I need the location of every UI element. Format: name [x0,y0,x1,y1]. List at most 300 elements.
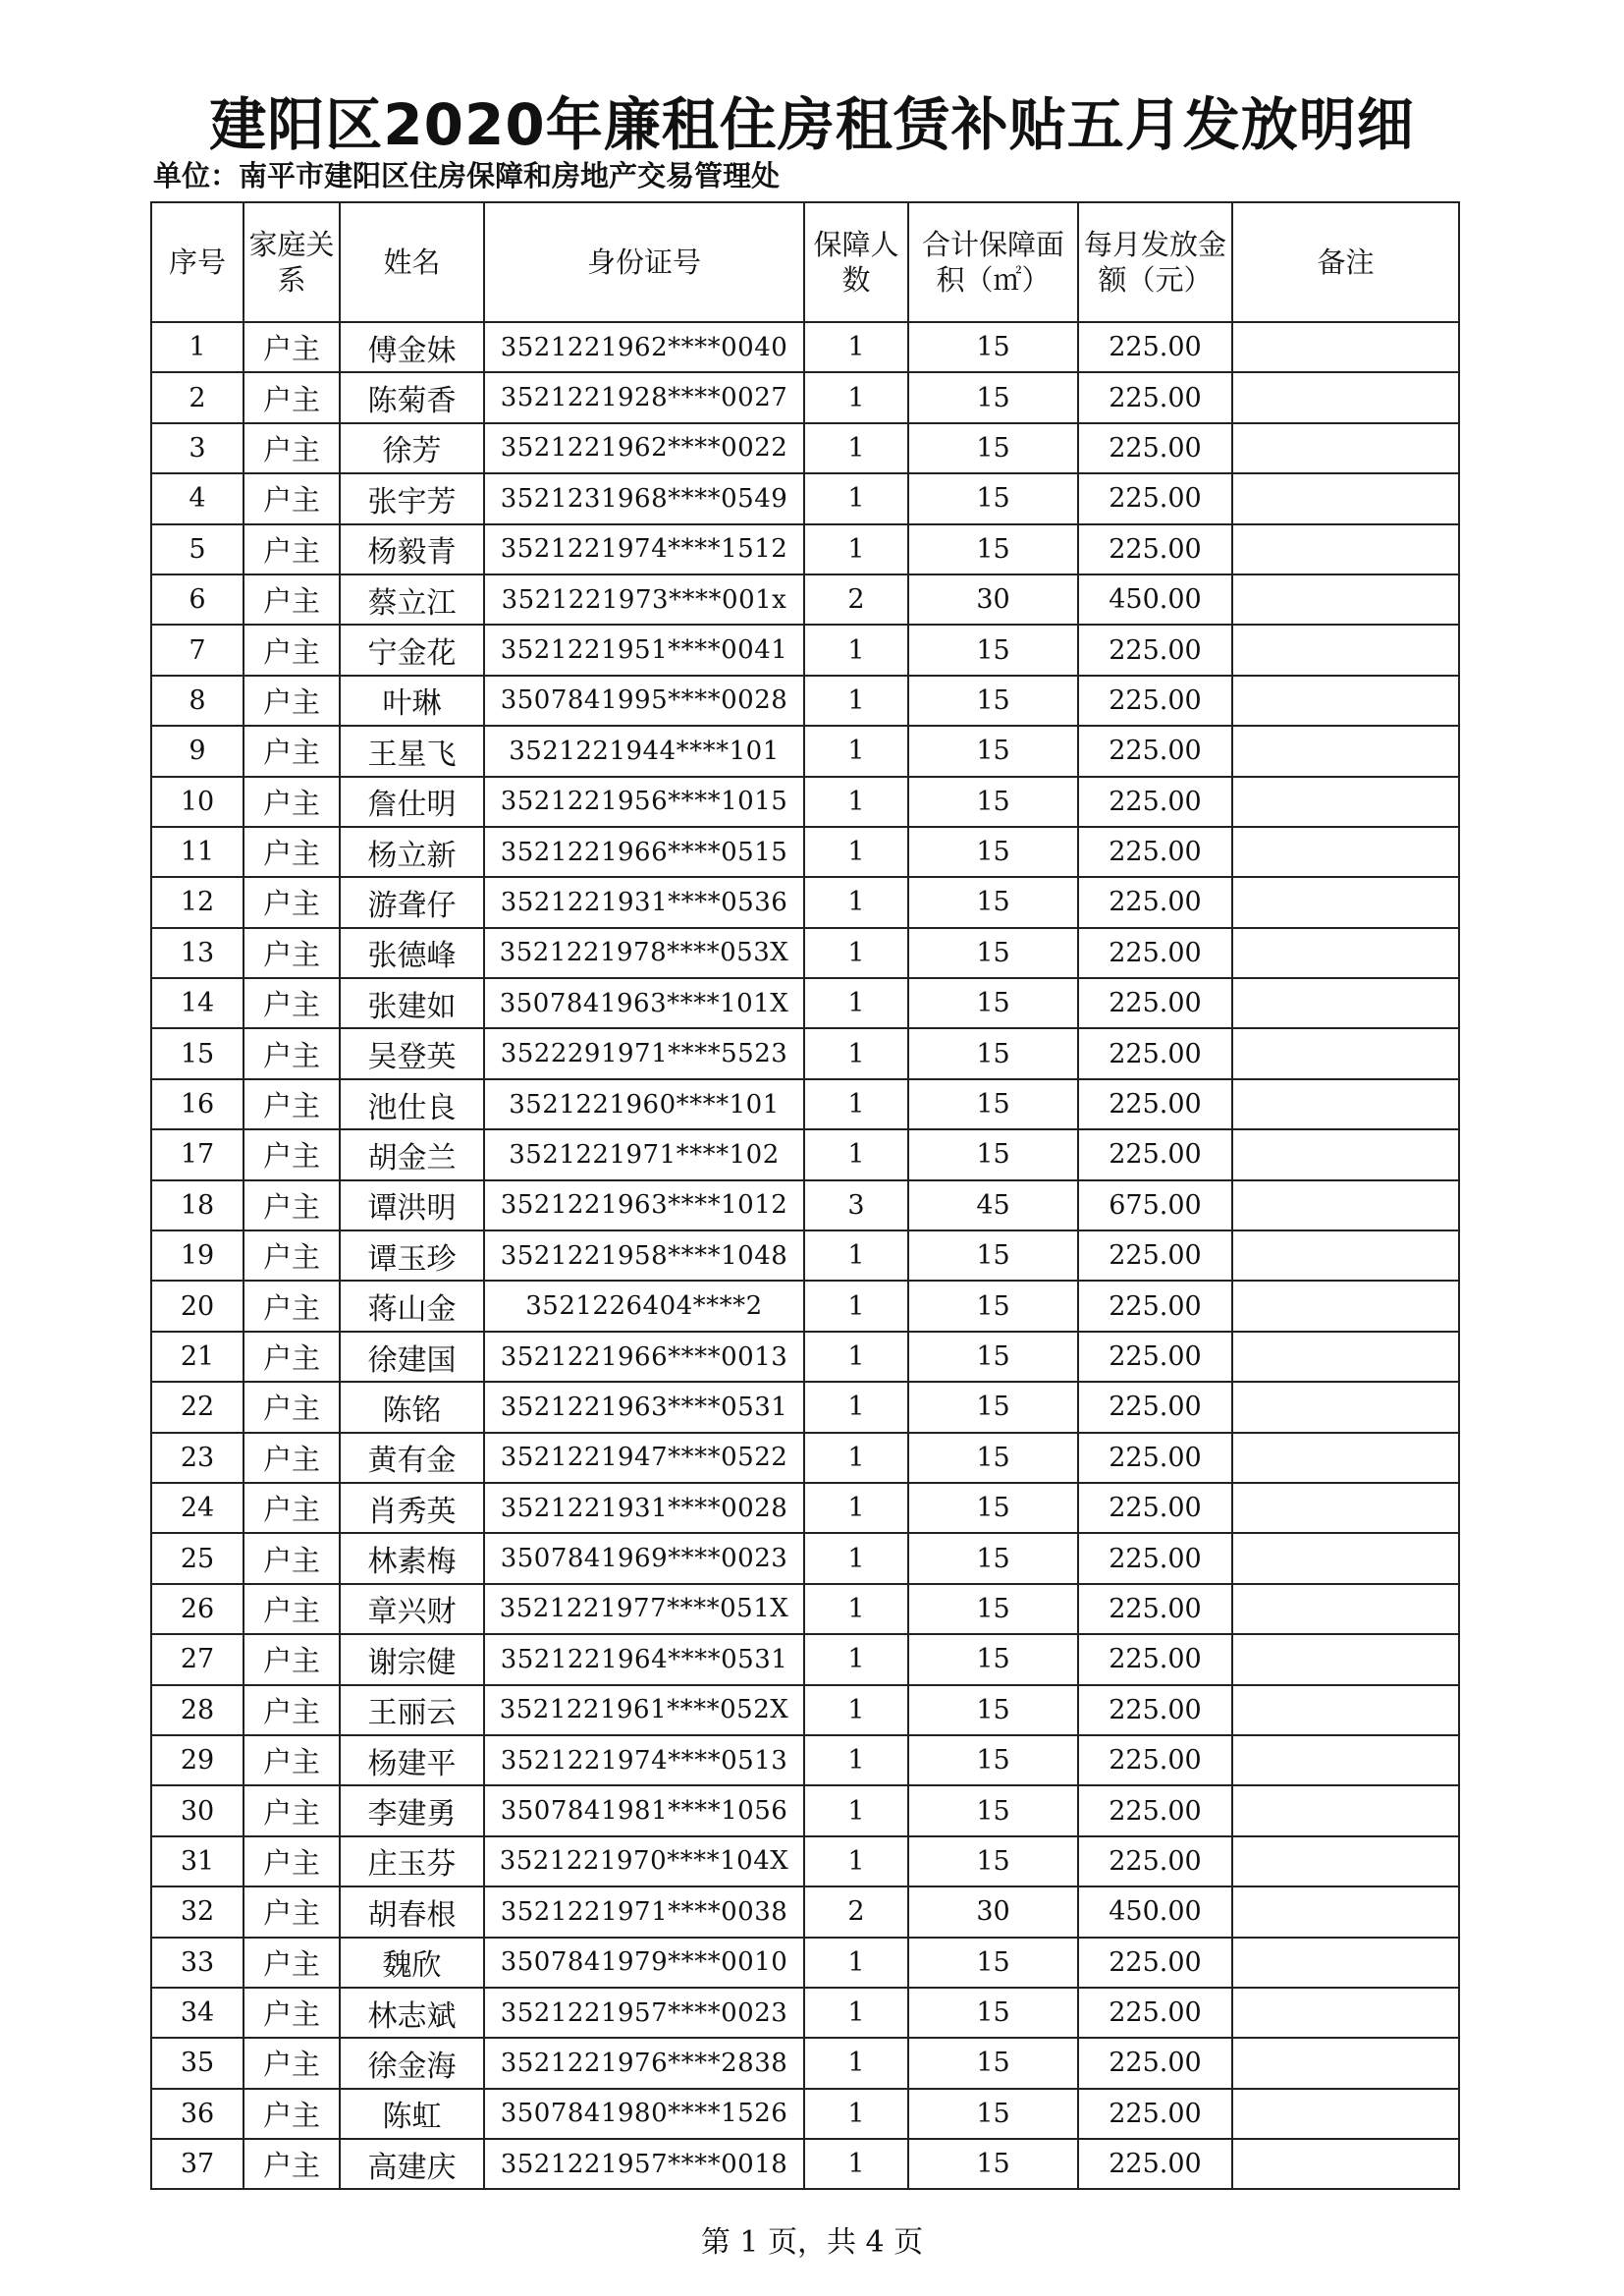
header-persons: 保障人数 [804,202,908,322]
table-row [151,372,1459,422]
cell-amount: 225.00 [1078,1584,1232,1634]
cell-note [1232,2038,1459,2088]
cell-name: 魏欣 [340,1938,484,1988]
cell-relation: 户主 [244,524,340,574]
cell-persons: 1 [804,1129,908,1179]
cell-note [1232,827,1459,877]
cell-name: 蔡立江 [340,574,484,625]
cell-amount: 225.00 [1078,1129,1232,1179]
table-row [151,1079,1459,1129]
cell-name: 谢宗健 [340,1634,484,1684]
table-row [151,978,1459,1028]
table-body [151,322,1459,2189]
cell-persons: 1 [804,726,908,776]
cell-seq: 6 [151,574,244,625]
cell-id: 3507841995****0028 [484,676,804,726]
cell-id: 3521221958****1048 [484,1230,804,1281]
cell-area: 15 [908,1332,1078,1382]
cell-amount: 450.00 [1078,1886,1232,1937]
subsidy-table [150,201,1460,2190]
cell-note [1232,1281,1459,1331]
cell-persons: 1 [804,1533,908,1583]
cell-name: 谭洪明 [340,1180,484,1230]
table-row [151,676,1459,726]
table-row [151,1785,1459,1835]
cell-id: 3521221961****052X [484,1685,804,1735]
cell-seq: 34 [151,1988,244,2038]
header-note: 备注 [1232,202,1459,322]
cell-seq: 36 [151,2089,244,2139]
cell-relation: 户主 [244,777,340,827]
cell-name: 蒋山金 [340,1281,484,1331]
cell-persons: 1 [804,473,908,523]
cell-amount: 225.00 [1078,1332,1232,1382]
cell-seq: 9 [151,726,244,776]
cell-persons: 1 [804,978,908,1028]
cell-id: 3521221974****0513 [484,1735,804,1785]
header-id: 身份证号 [484,202,804,322]
cell-id: 3521221957****0018 [484,2139,804,2189]
cell-name: 林志斌 [340,1988,484,2038]
cell-id: 3521221962****0040 [484,322,804,372]
cell-relation: 户主 [244,1028,340,1078]
cell-id: 3521221963****0531 [484,1382,804,1432]
cell-area: 15 [908,473,1078,523]
cell-relation: 户主 [244,2038,340,2088]
cell-amount: 225.00 [1078,1836,1232,1886]
cell-area: 15 [908,1230,1078,1281]
cell-amount: 225.00 [1078,928,1232,978]
cell-amount: 225.00 [1078,1281,1232,1331]
cell-note [1232,1129,1459,1179]
cell-relation: 户主 [244,2139,340,2189]
cell-note [1232,1382,1459,1432]
cell-note [1232,322,1459,372]
cell-relation: 户主 [244,1382,340,1432]
cell-amount: 225.00 [1078,777,1232,827]
cell-amount: 225.00 [1078,2089,1232,2139]
cell-relation: 户主 [244,726,340,776]
cell-note [1232,1685,1459,1735]
cell-note [1232,1433,1459,1483]
cell-amount: 225.00 [1078,978,1232,1028]
cell-relation: 户主 [244,1332,340,1382]
cell-amount: 450.00 [1078,574,1232,625]
cell-note [1232,1938,1459,1988]
table-row [151,524,1459,574]
table-row [151,1483,1459,1533]
cell-note [1232,1483,1459,1533]
cell-note [1232,1180,1459,1230]
cell-note [1232,625,1459,675]
cell-amount: 225.00 [1078,625,1232,675]
cell-id: 3521231968****0549 [484,473,804,523]
cell-id: 3507841979****0010 [484,1938,804,1988]
cell-relation: 户主 [244,827,340,877]
cell-name: 陈虹 [340,2089,484,2139]
cell-note [1232,1533,1459,1583]
cell-name: 张宇芳 [340,473,484,523]
cell-amount: 225.00 [1078,2038,1232,2088]
cell-name: 叶琳 [340,676,484,726]
table-row [151,2089,1459,2139]
cell-relation: 户主 [244,1836,340,1886]
cell-seq: 28 [151,1685,244,1735]
table-row [151,726,1459,776]
cell-id: 3521221963****1012 [484,1180,804,1230]
cell-name: 池仕良 [340,1079,484,1129]
cell-area: 15 [908,1281,1078,1331]
cell-amount: 225.00 [1078,1079,1232,1129]
cell-relation: 户主 [244,1433,340,1483]
cell-persons: 1 [804,625,908,675]
table-row [151,1735,1459,1785]
cell-seq: 24 [151,1483,244,1533]
cell-amount: 225.00 [1078,473,1232,523]
cell-relation: 户主 [244,1988,340,2038]
cell-area: 15 [908,1584,1078,1634]
cell-relation: 户主 [244,877,340,927]
cell-area: 15 [908,1028,1078,1078]
cell-id: 3521221977****051X [484,1584,804,1634]
cell-seq: 22 [151,1382,244,1432]
cell-note [1232,1584,1459,1634]
cell-persons: 1 [804,1382,908,1432]
cell-seq: 23 [151,1433,244,1483]
table-row [151,777,1459,827]
cell-name: 章兴财 [340,1584,484,1634]
cell-persons: 1 [804,1433,908,1483]
cell-seq: 30 [151,1785,244,1835]
cell-seq: 4 [151,473,244,523]
cell-name: 徐建国 [340,1332,484,1382]
header-relation: 家庭关系 [244,202,340,322]
table-row [151,322,1459,372]
cell-amount: 225.00 [1078,827,1232,877]
cell-id: 3521221928****0027 [484,372,804,422]
cell-relation: 户主 [244,1230,340,1281]
cell-area: 15 [908,777,1078,827]
cell-persons: 1 [804,372,908,422]
page-footer: 第 1 页，共 4 页 [700,2225,924,2260]
cell-amount: 225.00 [1078,1785,1232,1835]
cell-persons: 1 [804,423,908,473]
cell-area: 45 [908,1180,1078,1230]
table-row [151,1281,1459,1331]
cell-area: 15 [908,1533,1078,1583]
table-row [151,1028,1459,1078]
cell-area: 15 [908,322,1078,372]
cell-relation: 户主 [244,1785,340,1835]
cell-seq: 13 [151,928,244,978]
cell-id: 3521221964****0531 [484,1634,804,1684]
table-row [151,928,1459,978]
cell-seq: 10 [151,777,244,827]
cell-name: 宁金花 [340,625,484,675]
cell-seq: 26 [151,1584,244,1634]
cell-area: 15 [908,1483,1078,1533]
table-row [151,1938,1459,1988]
cell-id: 3521221971****102 [484,1129,804,1179]
cell-id: 3521221951****0041 [484,625,804,675]
cell-amount: 225.00 [1078,1634,1232,1684]
cell-id: 3521221966****0515 [484,827,804,877]
cell-note [1232,726,1459,776]
cell-amount: 225.00 [1078,1382,1232,1432]
cell-id: 3522291971****5523 [484,1028,804,1078]
cell-id: 3521221956****1015 [484,777,804,827]
cell-persons: 1 [804,2038,908,2088]
table-row [151,1180,1459,1230]
cell-persons: 1 [804,676,908,726]
cell-note [1232,1886,1459,1937]
cell-note [1232,2089,1459,2139]
table-row [151,1836,1459,1886]
cell-amount: 225.00 [1078,423,1232,473]
cell-amount: 225.00 [1078,1533,1232,1583]
cell-persons: 1 [804,1685,908,1735]
cell-amount: 225.00 [1078,1735,1232,1785]
cell-relation: 户主 [244,928,340,978]
cell-area: 15 [908,625,1078,675]
header-amount: 每月发放金额（元） [1078,202,1232,322]
cell-area: 15 [908,676,1078,726]
cell-note [1232,1785,1459,1835]
cell-seq: 18 [151,1180,244,1230]
cell-name: 傅金妹 [340,322,484,372]
page-title: 建阳区2020年廉租住房租赁补贴五月发放明细 [209,91,1415,158]
cell-seq: 15 [151,1028,244,1078]
cell-note [1232,524,1459,574]
cell-area: 15 [908,1079,1078,1129]
cell-seq: 25 [151,1533,244,1583]
cell-name: 张德峰 [340,928,484,978]
cell-name: 徐芳 [340,423,484,473]
table-row [151,1685,1459,1735]
cell-id: 3521221974****1512 [484,524,804,574]
cell-id: 3521221976****2838 [484,2038,804,2088]
cell-name: 谭玉珍 [340,1230,484,1281]
cell-persons: 1 [804,1230,908,1281]
cell-id: 3521221944****101 [484,726,804,776]
cell-name: 胡金兰 [340,1129,484,1179]
cell-area: 30 [908,1886,1078,1937]
cell-id: 3507841963****101X [484,978,804,1028]
cell-amount: 225.00 [1078,726,1232,776]
cell-name: 肖秀英 [340,1483,484,1533]
cell-area: 15 [908,928,1078,978]
cell-relation: 户主 [244,473,340,523]
cell-relation: 户主 [244,1938,340,1988]
cell-relation: 户主 [244,1281,340,1331]
cell-persons: 3 [804,1180,908,1230]
cell-name: 王丽云 [340,1685,484,1735]
cell-relation: 户主 [244,322,340,372]
cell-relation: 户主 [244,1685,340,1735]
cell-persons: 1 [804,1988,908,2038]
cell-seq: 20 [151,1281,244,1331]
cell-area: 15 [908,2089,1078,2139]
table-row [151,827,1459,877]
cell-amount: 225.00 [1078,1938,1232,1988]
cell-amount: 225.00 [1078,676,1232,726]
cell-persons: 1 [804,2089,908,2139]
cell-note [1232,473,1459,523]
cell-area: 15 [908,1634,1078,1684]
cell-id: 3521221978****053X [484,928,804,978]
table-row [151,574,1459,625]
cell-note [1232,1332,1459,1382]
cell-relation: 户主 [244,423,340,473]
cell-relation: 户主 [244,574,340,625]
cell-seq: 2 [151,372,244,422]
cell-seq: 21 [151,1332,244,1382]
cell-note [1232,574,1459,625]
cell-name: 詹仕明 [340,777,484,827]
cell-relation: 户主 [244,1129,340,1179]
header-name: 姓名 [340,202,484,322]
cell-amount: 225.00 [1078,1230,1232,1281]
cell-persons: 1 [804,1281,908,1331]
cell-area: 15 [908,1988,1078,2038]
table-row [151,1634,1459,1684]
cell-name: 陈铭 [340,1382,484,1432]
cell-persons: 1 [804,322,908,372]
cell-note [1232,2139,1459,2189]
cell-seq: 17 [151,1129,244,1179]
cell-note [1232,978,1459,1028]
cell-area: 15 [908,1382,1078,1432]
cell-area: 15 [908,2038,1078,2088]
cell-id: 3507841969****0023 [484,1533,804,1583]
cell-persons: 1 [804,1735,908,1785]
cell-area: 15 [908,1433,1078,1483]
cell-name: 杨建平 [340,1735,484,1785]
cell-seq: 31 [151,1836,244,1886]
cell-note [1232,423,1459,473]
cell-id: 3507841981****1056 [484,1785,804,1835]
cell-name: 吴登英 [340,1028,484,1078]
cell-area: 15 [908,1685,1078,1735]
cell-name: 胡春根 [340,1886,484,1937]
cell-relation: 户主 [244,2089,340,2139]
cell-persons: 1 [804,2139,908,2189]
cell-seq: 32 [151,1886,244,1937]
table-row [151,1433,1459,1483]
cell-note [1232,1028,1459,1078]
table-header-row [151,202,1459,322]
cell-relation: 户主 [244,1735,340,1785]
cell-name: 陈菊香 [340,372,484,422]
table-row [151,1129,1459,1179]
cell-note [1232,928,1459,978]
cell-area: 15 [908,1735,1078,1785]
cell-persons: 1 [804,928,908,978]
cell-persons: 1 [804,1634,908,1684]
cell-persons: 1 [804,1079,908,1129]
cell-amount: 225.00 [1078,2139,1232,2189]
cell-name: 高建庆 [340,2139,484,2189]
table-row [151,1886,1459,1937]
cell-area: 15 [908,726,1078,776]
cell-area: 30 [908,574,1078,625]
cell-persons: 2 [804,574,908,625]
cell-persons: 1 [804,777,908,827]
cell-id: 3521221931****0536 [484,877,804,927]
cell-seq: 7 [151,625,244,675]
cell-note [1232,372,1459,422]
cell-relation: 户主 [244,1180,340,1230]
cell-seq: 3 [151,423,244,473]
cell-note [1232,1836,1459,1886]
table-row [151,2139,1459,2189]
cell-id: 3521221957****0023 [484,1988,804,2038]
table-row [151,625,1459,675]
cell-relation: 户主 [244,1634,340,1684]
cell-relation: 户主 [244,1483,340,1533]
table-row [151,1988,1459,2038]
cell-persons: 1 [804,1483,908,1533]
cell-relation: 户主 [244,625,340,675]
cell-note [1232,1634,1459,1684]
cell-id: 3521221947****0522 [484,1433,804,1483]
cell-id: 3521221973****001x [484,574,804,625]
cell-relation: 户主 [244,1533,340,1583]
cell-seq: 5 [151,524,244,574]
cell-seq: 35 [151,2038,244,2088]
cell-persons: 1 [804,1938,908,1988]
cell-note [1232,1230,1459,1281]
cell-amount: 225.00 [1078,1433,1232,1483]
header-area: 合计保障面积（㎡） [908,202,1078,322]
cell-area: 15 [908,978,1078,1028]
cell-persons: 1 [804,1332,908,1382]
cell-id: 3521221971****0038 [484,1886,804,1937]
cell-relation: 户主 [244,1584,340,1634]
cell-name: 黄有金 [340,1433,484,1483]
cell-id: 3521221960****101 [484,1079,804,1129]
cell-seq: 19 [151,1230,244,1281]
unit-line: 单位：南平市建阳区住房保障和房地产交易管理处 [153,159,781,192]
cell-area: 15 [908,827,1078,877]
cell-area: 15 [908,524,1078,574]
cell-amount: 225.00 [1078,877,1232,927]
cell-seq: 12 [151,877,244,927]
cell-name: 张建如 [340,978,484,1028]
cell-amount: 225.00 [1078,372,1232,422]
cell-persons: 1 [804,1028,908,1078]
cell-persons: 1 [804,877,908,927]
cell-id: 3521221962****0022 [484,423,804,473]
cell-persons: 2 [804,1886,908,1937]
cell-name: 王星飞 [340,726,484,776]
table-row [151,877,1459,927]
cell-amount: 225.00 [1078,1988,1232,2038]
cell-id: 3521226404****2 [484,1281,804,1331]
cell-amount: 225.00 [1078,1028,1232,1078]
cell-area: 15 [908,1836,1078,1886]
cell-relation: 户主 [244,372,340,422]
table-row [151,1332,1459,1382]
cell-name: 李建勇 [340,1785,484,1835]
cell-persons: 1 [804,1836,908,1886]
table-row [151,1230,1459,1281]
cell-relation: 户主 [244,978,340,1028]
header-seq: 序号 [151,202,244,322]
cell-seq: 29 [151,1735,244,1785]
cell-area: 15 [908,2139,1078,2189]
cell-seq: 33 [151,1938,244,1988]
